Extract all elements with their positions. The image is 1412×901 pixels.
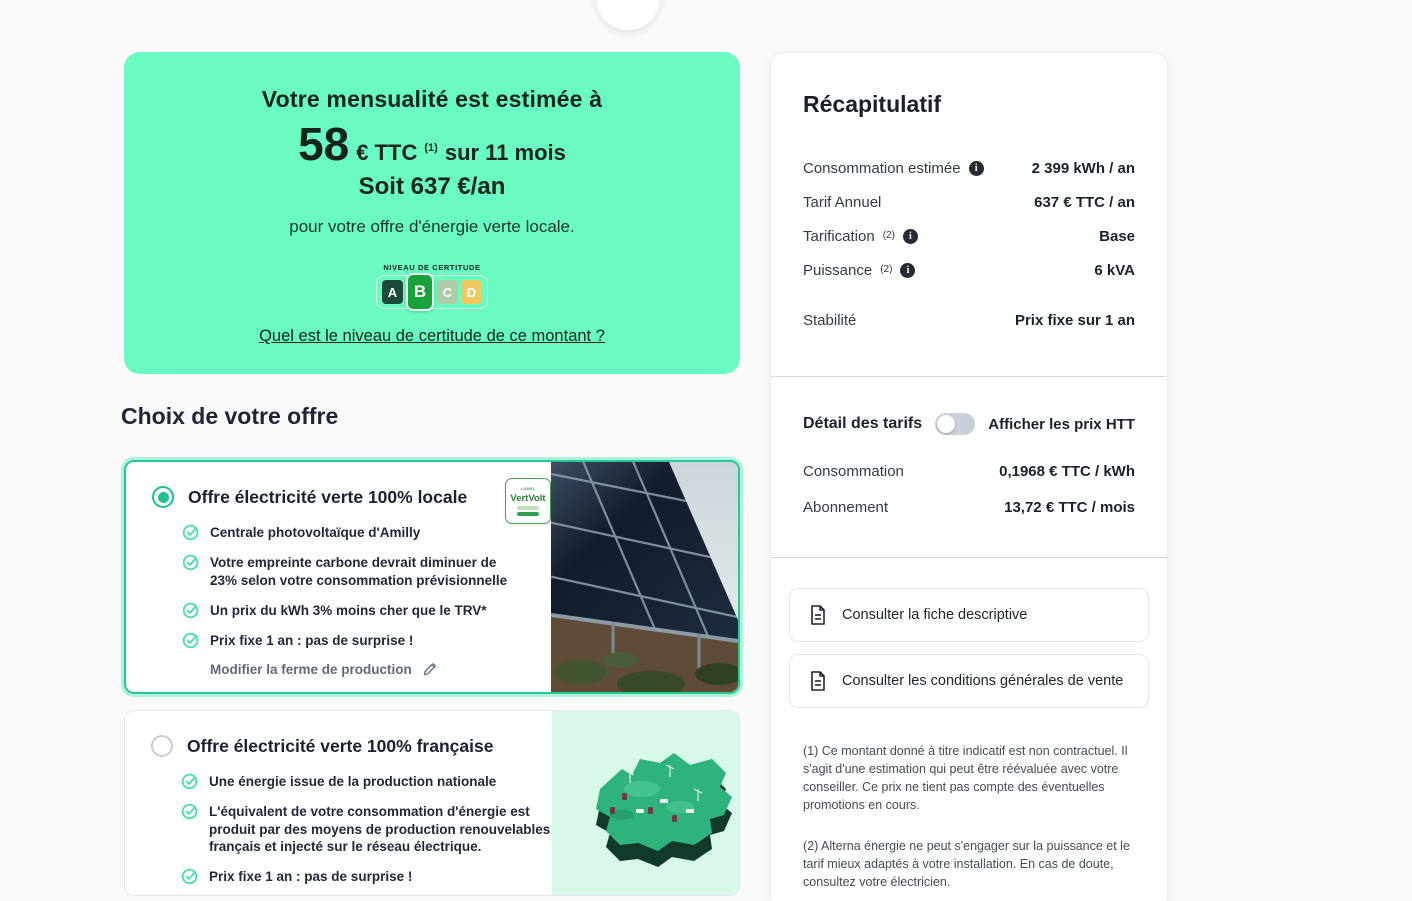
fiche-descriptive-button[interactable]: Consulter la fiche descriptive <box>789 588 1149 642</box>
row-consommation-prix: Consommation 0,1968 € TTC / kWh <box>803 462 1135 480</box>
certainty-info-link[interactable]: Quel est le niveau de certitude de ce montant ? <box>259 327 605 345</box>
amount-footnote-ref: (1) <box>424 142 438 154</box>
feature-item: Centrale photovoltaïque d'Amilly <box>182 524 738 541</box>
check-icon <box>182 553 200 571</box>
certainty-chip-a: A <box>382 280 403 304</box>
certainty-chip-c: C <box>437 280 458 304</box>
detail-tarifs-title: Détail des tarifs <box>803 415 923 432</box>
feature-item: Un prix du kWh 3% moins cher que le TRV* <box>182 602 738 619</box>
certainty-scale <box>376 275 488 309</box>
feature-item: Votre empreinte carbone devrait diminuer de 23% selon votre consommation prévisionnelle <box>182 554 738 589</box>
summary-rows <box>803 158 1135 330</box>
detail-rows <box>803 461 1135 517</box>
cgv-button[interactable]: Consulter les conditions générales de vente <box>789 654 1149 708</box>
summary-title: Récapitulatif <box>803 91 942 117</box>
document-icon <box>808 670 828 692</box>
estimate-banner <box>124 52 740 374</box>
certainty-label: NIVEAU DE CERTITUDE <box>383 263 481 272</box>
footnote-1: (1) Ce montant donné à titre indicatif est non contractuel. Il s'agit d'une estimation qui peut être réévaluée avec votre conseiller. Ce prix ne tient pas compte des éventuelles promotions en cours. <box>803 744 1128 813</box>
modify-farm-link[interactable]: Modifier la ferme de production <box>210 662 738 677</box>
coins-icon <box>611 0 645 2</box>
feature-item: Prix fixe 1 an : pas de surprise ! <box>181 868 739 885</box>
certainty-indicator <box>376 263 488 309</box>
solar-panels-image <box>551 462 738 692</box>
check-icon <box>182 631 200 649</box>
amount-value: 58 <box>298 118 350 170</box>
row-puissance: Puissance $^{(2)}$ i 6 kVA <box>803 261 1135 279</box>
document-icon <box>808 604 828 626</box>
feature-item: Prix fixe 1 an : pas de surprise ! <box>182 632 738 649</box>
coins-bubble <box>596 0 660 30</box>
amount-unit: € TTC <box>356 140 418 165</box>
certainty-chip-d: D <box>461 280 482 304</box>
check-icon <box>181 867 199 885</box>
check-icon <box>182 601 200 619</box>
france-map-image <box>552 711 739 895</box>
banner-title: Votre mensualité est estimée à <box>261 86 603 112</box>
info-icon[interactable]: i <box>969 161 984 176</box>
row-abonnement-prix: Abonnement 13,72 € TTC / mois <box>803 498 1135 516</box>
htt-toggle-label: Afficher les prix HTT <box>988 415 1135 433</box>
pencil-icon <box>422 662 437 677</box>
offer-francaise-title: Offre électricité verte 100% française <box>187 735 494 756</box>
certainty-chip-b-selected: B <box>406 273 434 311</box>
banner-subtitle: pour votre offre d'énergie verte locale. <box>289 217 575 236</box>
offer-francaise-radio[interactable] <box>151 735 173 757</box>
offer-locale-title: Offre électricité verte 100% locale <box>188 486 468 507</box>
monthly-amount <box>298 118 566 170</box>
row-tarification: Tarification $^{(2)}$ i Base <box>803 227 1135 245</box>
info-icon[interactable]: i <box>900 263 915 278</box>
feature-item: L'équivalent de votre consommation d'énergie est produit par des moyens de production renouvelables français et injecté sur le réseau électrique. <box>181 803 739 855</box>
footnote-2: (2) Alterna énergie ne peut s'engager sur la puissance et le tarif mieux adaptés à votre installation. En cas de doute, consultez votre électricien. <box>803 838 1130 889</box>
check-icon <box>181 802 199 820</box>
summary-panel <box>770 52 1168 901</box>
offer-locale-radio[interactable] <box>152 486 174 508</box>
vertvolt-label-badge: LABEL VertVolt <box>505 478 551 524</box>
row-consommation-estimee: Consommation estimée i 2 399 kWh / an <box>803 159 1135 177</box>
annual-amount: Soit 637 €/an <box>358 173 506 200</box>
divider <box>771 376 1167 377</box>
offers-heading: Choix de votre offre <box>121 403 339 429</box>
offer-card-locale[interactable] <box>124 460 740 694</box>
offer-card-francaise[interactable] <box>124 710 740 896</box>
htt-toggle[interactable] <box>935 413 975 435</box>
check-icon <box>182 523 200 541</box>
info-icon[interactable]: i <box>903 229 918 244</box>
detail-tarifs-header <box>803 413 1135 435</box>
row-tarif-annuel: Tarif Annuel 637 € TTC / an <box>803 193 1135 211</box>
row-stabilite: Stabilité Prix fixe sur 1 an <box>803 311 1135 329</box>
footnotes <box>803 742 1135 891</box>
divider <box>771 557 1167 558</box>
amount-suffix: sur 11 mois <box>444 140 566 165</box>
feature-item: Une énergie issue de la production nationale <box>181 773 739 790</box>
check-icon <box>181 772 199 790</box>
